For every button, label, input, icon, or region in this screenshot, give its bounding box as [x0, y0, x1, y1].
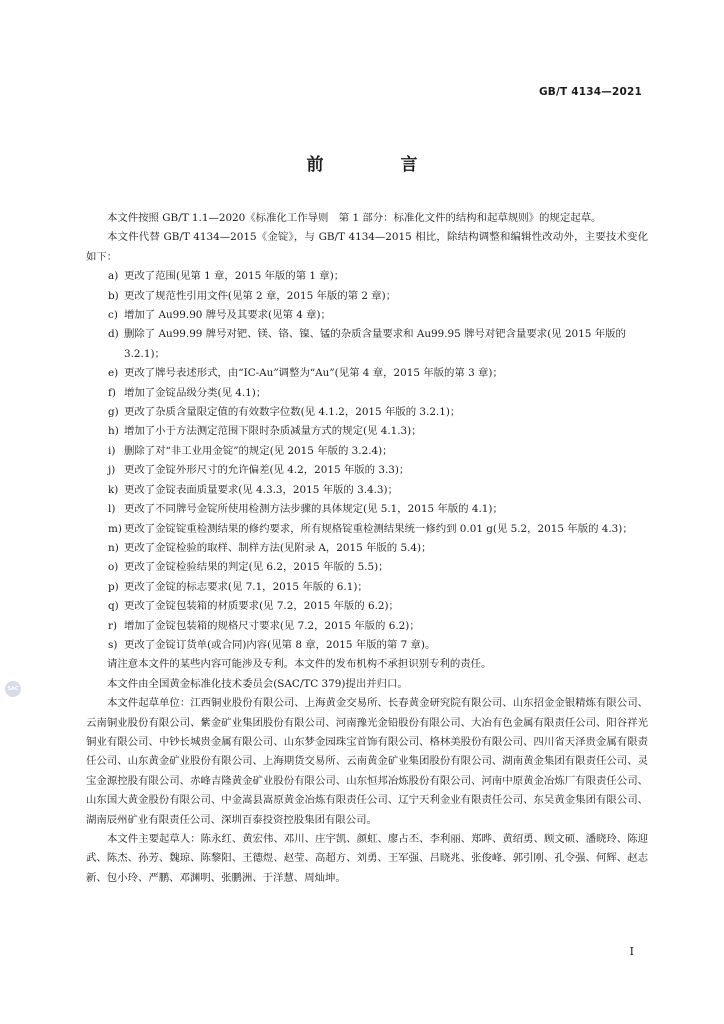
paragraph-drafting-rules: 本文件按照 GB/T 1.1—2020《标准化工作导则 第 1 部分：标准化文件的结构和起草规则》的规定起草。: [107, 212, 602, 224]
list-item-marker: h): [108, 425, 119, 438]
list-item-marker: d): [108, 328, 119, 341]
change-list-item: [86, 578, 648, 597]
list-item-text: 更改了金锭表面质量要求(见 4.3.3，2015 年版的 3.4.3)；: [124, 483, 398, 496]
change-list-item: [86, 520, 648, 539]
list-item-text: 更改了金锭包装箱的材质要求(见 7.2，2015 年版的 6.2)；: [124, 600, 399, 613]
list-item-text: 更改了不同牌号金锭所使用检测方法步骤的具体规定(见 5.1，2015 年版的 4.1)；: [124, 503, 503, 516]
change-list-item: [86, 364, 648, 383]
list-item-marker: s): [108, 638, 118, 651]
list-item-text: 更改了金锭锭重检测结果的修约要求，所有规格锭重检测结果统一修约到 0.01 g(见 5.2，2015 年版的 4.3)；: [124, 522, 633, 535]
change-list-item: [86, 597, 648, 616]
list-item-text: 更改了牌号表述形式，由“IC-Au”调整为“Au”(见第 4 章，2015 年版的第 3 章)；: [124, 367, 503, 380]
list-item-text: 更改了金锭的标志要求(见 7.1，2015 年版的 6.1)；: [124, 580, 368, 593]
change-list-item: [86, 325, 648, 364]
change-list-item: [86, 384, 648, 403]
change-list-item: [86, 403, 648, 422]
change-list-item: [86, 636, 648, 655]
list-item-marker: j): [108, 464, 116, 477]
page-title: 前 言: [306, 155, 448, 175]
change-list-item: [86, 617, 648, 636]
paragraph-drafters: 本文件主要起草人：陈永红、黄宏伟、邓川、庄宇凯、颜虹、廖占丕、李利丽、郑晔、黄绍勇、顾文硕、潘晓玲、陈迎武、陈杰、孙芳、魏琼、陈黎阳、王德煜、赵莹、高超方、刘勇、王军强、吕晓兆、张俊峰、郭引刚、孔令强、何辉、赵志新、包小玲、严鹏、邓渊明、张鹏洲、于洋慧、周灿坤。: [86, 833, 648, 884]
list-item-marker: c): [108, 309, 118, 322]
list-item-text: 增加了金锭包装箱的规格尺寸要求(见 7.2，2015 年版的 6.2)；: [124, 619, 420, 632]
change-list-item: [86, 287, 648, 306]
sac-watermark-logo: SAC: [5, 681, 21, 697]
list-item-marker: b): [108, 289, 119, 302]
list-item-marker: p): [108, 580, 119, 593]
list-item-marker: g): [108, 406, 119, 419]
change-list-item: [86, 442, 648, 461]
list-item-text: 增加了 Au99.90 牌号及其要求(见第 4 章)；: [124, 309, 331, 322]
list-item-marker: l): [108, 503, 116, 516]
list-item-text: 更改了金锭订货单(或合同)内容(见第 8 章，2015 年版的第 7 章)。: [124, 638, 436, 651]
list-item-text: 更改了范围(见第 1 章，2015 年版的第 1 章)；: [124, 270, 345, 283]
list-item-marker: o): [108, 561, 119, 574]
paragraph-replacement: 本文件代替 GB/T 4134—2015《金锭》，与 GB/T 4134—2015 相比，除结构调整和编辑性改动外，主要技术变化如下：: [86, 231, 648, 263]
list-item-marker: a): [108, 270, 119, 283]
paragraph-patent-notice: 请注意本文件的某些内容可能涉及专利。本文件的发布机构不承担识别专利的责任。: [107, 658, 492, 671]
change-list-item: [86, 461, 648, 480]
paragraph-drafting-units: 本文件起草单位：江西铜业股份有限公司、上海黄金交易所、长春黄金研究院有限公司、山东招金金银精炼有限公司、云南铜业股份有限公司、紫金矿业集团股份有限公司、河南豫光金铅股份有限公司、大冶有色金属有限责任公司、阳谷祥光铜业有限公司、中钞长城贵金属有限公司、山东梦金园珠宝首饰有限公司、格林美股份有限公司、四川省天泽贵金属有限责任公司、山东黄金矿业股份有限公司、上海期货交易所、云南黄金矿业集团股份有限公司、湖南黄金集团有限责任公司、灵宝金源控股有限公司、赤峰吉隆黄金矿业股份有限公司、山东恒邦冶炼股份有限公司、河南中原黄金冶炼厂有限责任公司、山东国大黄金股份有限公司、中金嵩县嵩原黄金冶炼有限责任公司、辽宁天利金业有限责任公司、东吴黄金集团有限公司、湖南辰州矿业有限责任公司、深圳百泰投资控股集团有限公司。: [86, 697, 648, 826]
list-item-marker: n): [108, 541, 119, 554]
standard-code: GB/T 4134—2021: [538, 86, 642, 98]
page-number: I: [629, 945, 634, 958]
change-list-item: [86, 481, 648, 500]
list-item-text: 更改了规范性引用文件(见第 2 章，2015 年版的第 2 章)；: [124, 289, 397, 302]
list-item-marker: e): [108, 367, 119, 380]
list-item-text: 更改了金锭检验的取样、制样方法(见附录 A，2015 年版的 5.4)；: [124, 541, 432, 554]
change-list-item: [86, 539, 648, 558]
change-list-item: [86, 267, 648, 286]
list-item-marker: f): [108, 386, 116, 399]
list-item-text: 更改了金锭外形尺寸的允许偏差(见 4.2，2015 年版的 3.3)；: [124, 464, 410, 477]
list-item-marker: q): [108, 600, 119, 613]
change-list-item: [86, 306, 648, 325]
list-item-marker: m): [108, 522, 122, 535]
list-item-text: 增加了小于方法测定范围下限时杂质减量方式的规定(见 4.1.3)；: [124, 425, 422, 438]
changes-list: [86, 267, 648, 655]
change-list-item: [86, 422, 648, 441]
list-item-text: 删除了对“非工业用金锭”的规定(见 2015 年版的 3.2.4)；: [124, 444, 393, 457]
list-item-text: 更改了杂质含量限定值的有效数字位数(见 4.1.2，2015 年版的 3.2.1)；: [124, 406, 461, 419]
paragraph-proposer: 本文件由全国黄金标准化技术委员会(SAC/TC 379)提出并归口。: [107, 677, 408, 690]
list-item-text: 更改了金锭检验结果的判定(见 6.2，2015 年版的 5.5)；: [124, 561, 389, 574]
document-body: [86, 209, 648, 888]
change-list-item: [86, 500, 648, 519]
change-list-item: [86, 558, 648, 577]
list-item-marker: k): [108, 483, 119, 496]
list-item-text: 删除了 Au99.99 牌号对钯、镁、铬、镍、锰的杂质含量要求和 Au99.95 牌号对钯含量要求(见 2015 年版的 3.2.1)；: [124, 328, 626, 360]
list-item-marker: i): [108, 444, 116, 457]
list-item-text: 增加了金锭品级分类(见 4.1)；: [124, 386, 267, 399]
list-item-marker: r): [108, 619, 118, 632]
